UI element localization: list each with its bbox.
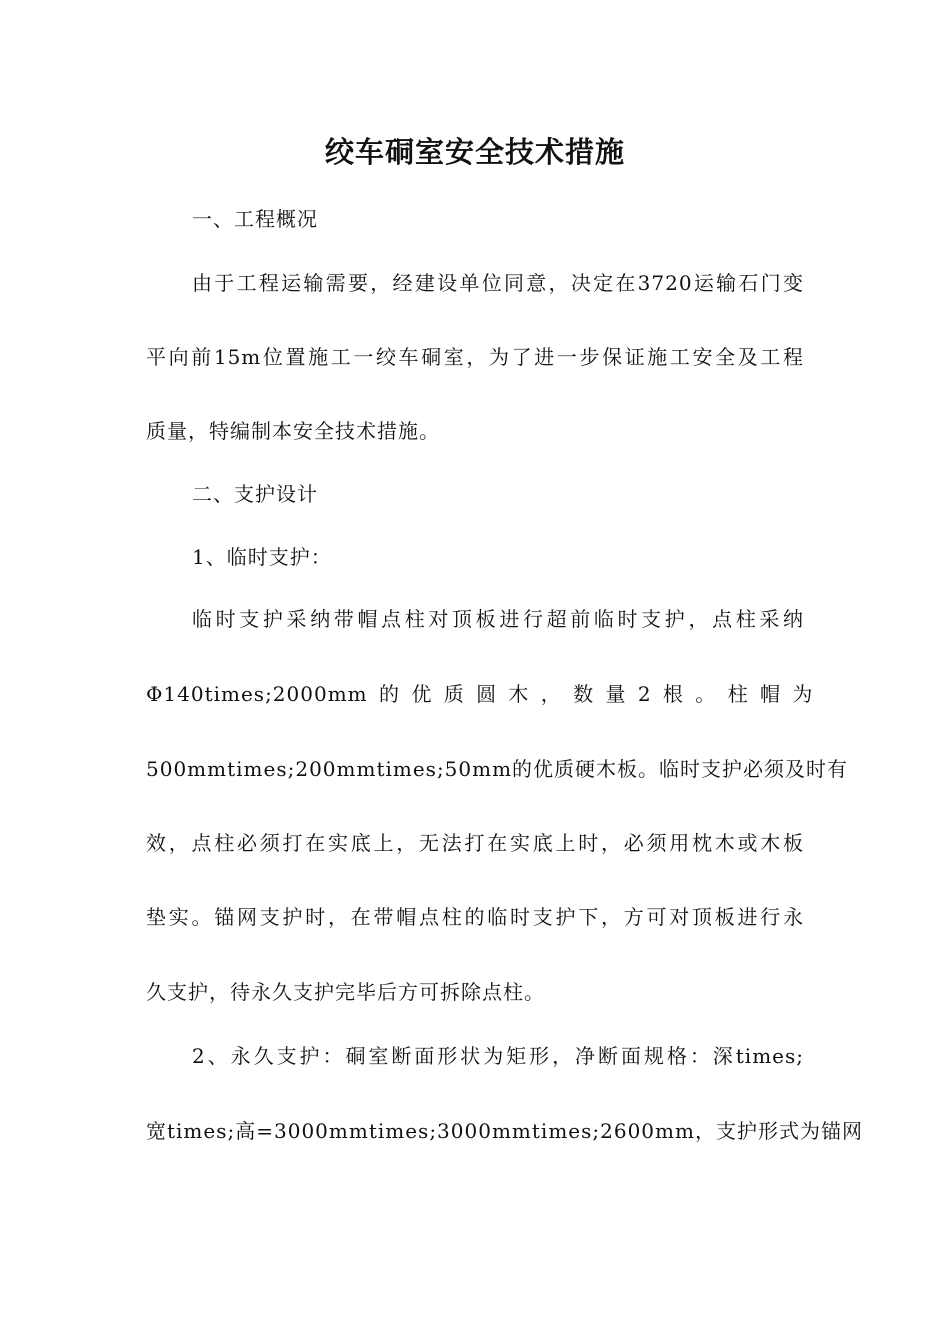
document-title: 绞车硐室安全技术措施: [324, 135, 625, 169]
subheading-temporary-support: 1、临时支护：: [192, 545, 332, 569]
section-heading-overview: 一、工程概况: [192, 207, 318, 231]
paragraph-line: 效，点柱必须打在实底上，无法打在实底上时，必须用枕木或木板: [146, 831, 804, 855]
paragraph-line: 2、永久支护：硐室断面形状为矩形，净断面规格：深times;: [192, 1044, 804, 1068]
paragraph-line: 质量，特编制本安全技术措施。: [146, 419, 440, 443]
paragraph-line: 宽times;高=3000mmtimes;3000mmtimes;2600mm，支护形式为锚网: [146, 1119, 863, 1143]
paragraph-line: 久支护，待永久支护完毕后方可拆除点柱。: [146, 980, 545, 1004]
paragraph-line: 平向前15m位置施工一绞车硐室，为了进一步保证施工安全及工程: [146, 345, 804, 369]
paragraph-line: Φ140times;2000mm 的 优 质 圆 木 ， 数 量 2 根 。 柱 帽 为: [146, 682, 814, 706]
paragraph-line: 垫实。锚网支护时，在带帽点柱的临时支护下，方可对顶板进行永: [146, 905, 804, 929]
section-heading-support-design: 二、支护设计: [192, 482, 318, 506]
paragraph-line: 临时支护采纳带帽点柱对顶板进行超前临时支护，点柱采纳: [192, 607, 804, 631]
paragraph-line: 由于工程运输需要，经建设单位同意，决定在3720运输石门变: [192, 271, 804, 295]
paragraph-line: 500mmtimes;200mmtimes;50mm的优质硬木板。临时支护必须及时有: [146, 757, 849, 781]
